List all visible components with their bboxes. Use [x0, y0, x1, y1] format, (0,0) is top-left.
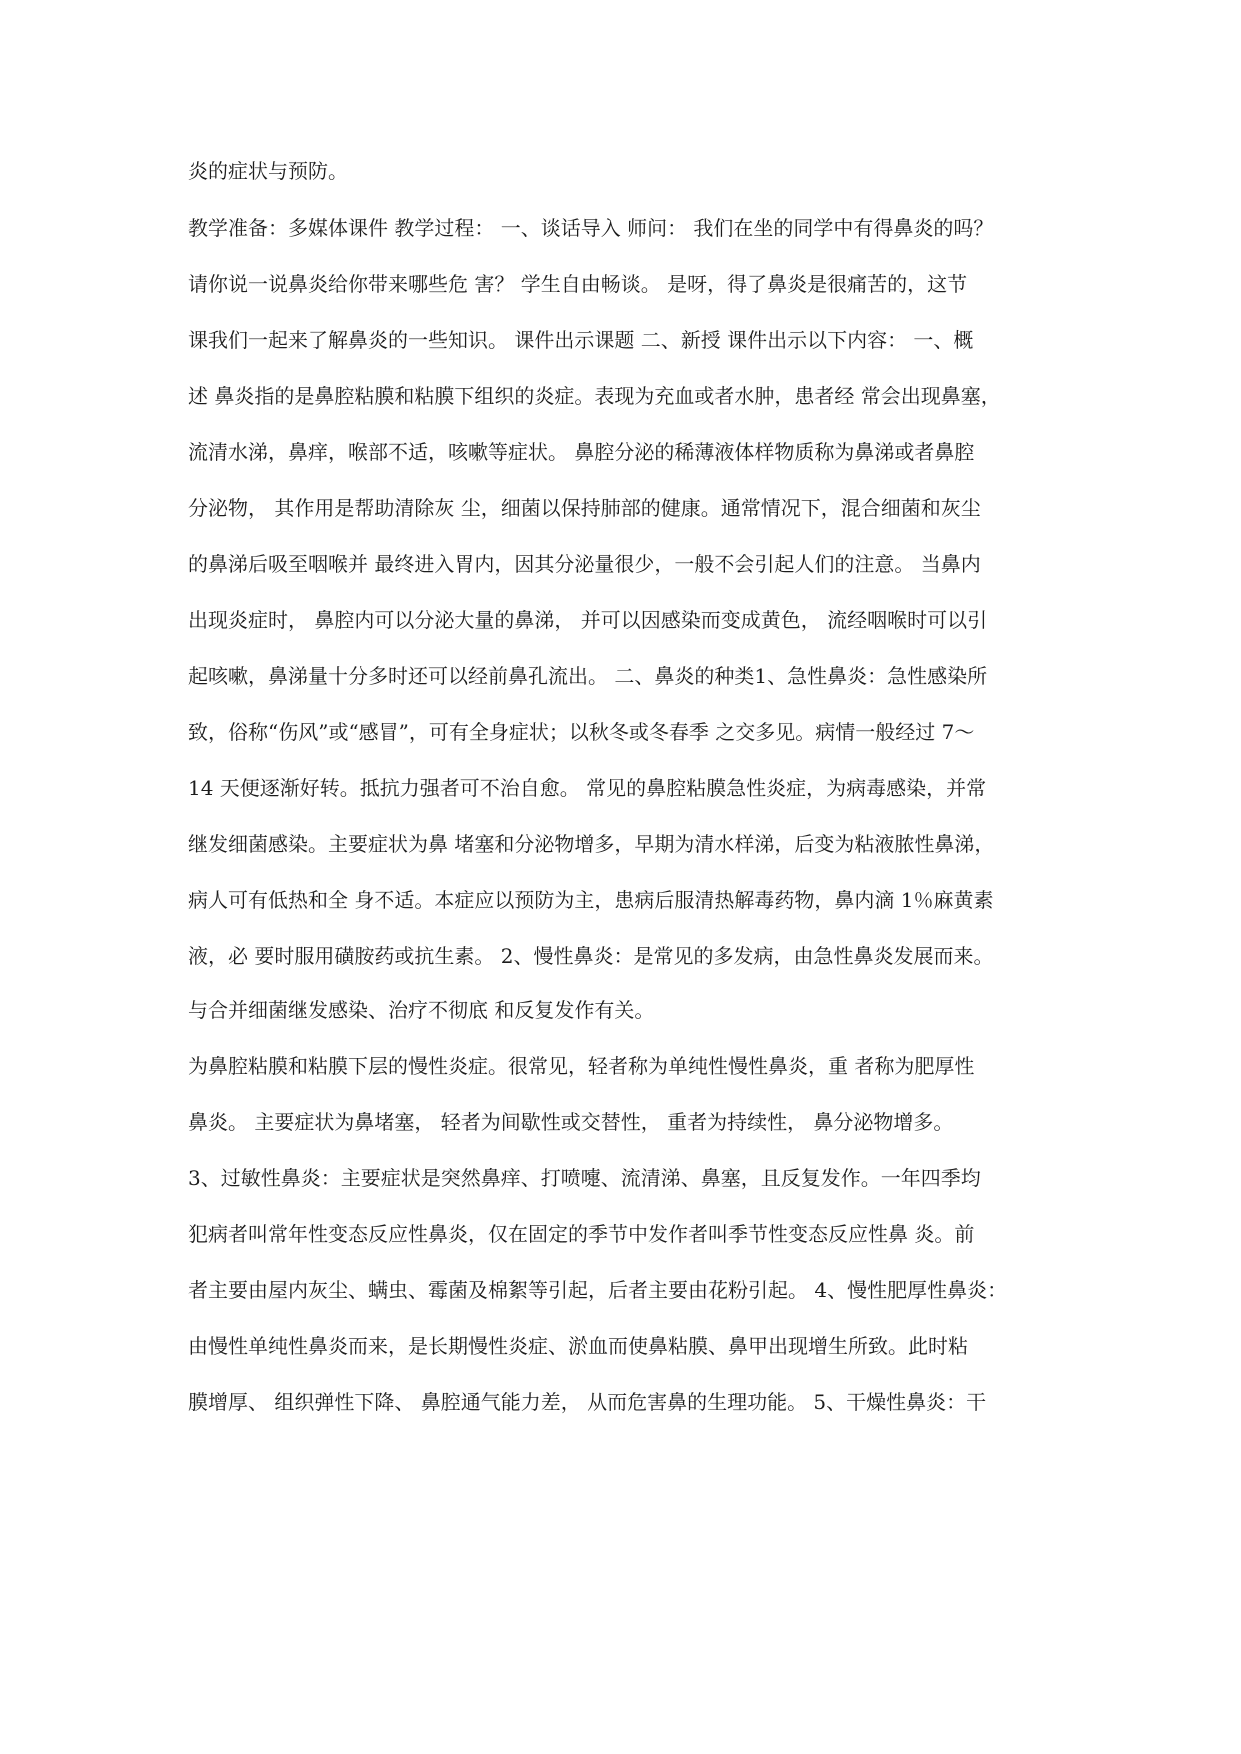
text-line: 病人可有低热和全 身不适。本症应以预防为主，患病后服清热解毒药物，鼻内滴 1％麻黄素: [188, 888, 994, 912]
text-line: 出现炎症时， 鼻腔内可以分泌大量的鼻涕， 并可以因感染而变成黄色， 流经咽喉时可以引: [188, 608, 988, 632]
text-line: 课我们一起来了解鼻炎的一些知识。 课件出示课题 二、新授 课件出示以下内容： 一、概: [188, 328, 974, 352]
text-line: 分泌物， 其作用是帮助清除灰 尘，细菌以保持肺部的健康。通常情况下，混合细菌和灰尘: [188, 496, 981, 520]
text-line: 者主要由屋内灰尘、螨虫、霉菌及棉絮等引起，后者主要由花粉引起。 4、慢性肥厚性鼻炎：: [188, 1278, 1008, 1302]
text-line: 炎的症状与预防。: [188, 159, 348, 183]
text-line: 3、过敏性鼻炎：主要症状是突然鼻痒、打喷嚏、流清涕、鼻塞，且反复发作。一年四季均: [188, 1166, 981, 1190]
text-line: 鼻炎。 主要症状为鼻堵塞， 轻者为间歇性或交替性， 重者为持续性， 鼻分泌物增多。: [188, 1110, 954, 1134]
text-line: 流清水涕，鼻痒，喉部不适，咳嗽等症状。 鼻腔分泌的稀薄液体样物质称为鼻涕或者鼻腔: [188, 440, 975, 464]
text-line: 犯病者叫常年性变态反应性鼻炎，仅在固定的季节中发作者叫季节性变态反应性鼻 炎。前: [188, 1222, 975, 1246]
text-line: 膜增厚、 组织弹性下降、 鼻腔通气能力差， 从而危害鼻的生理功能。 5、干燥性鼻炎：干: [188, 1390, 987, 1414]
text-line: 教学准备：多媒体课件 教学过程： 一、谈话导入 师问： 我们在坐的同学中有得鼻炎的吗？: [188, 216, 994, 240]
text-line: 致，俗称“伤风”或“感冒”，可有全身症状；以秋冬或冬春季 之交多见。病情一般经过 7～: [188, 720, 975, 744]
text-line: 的鼻涕后吸至咽喉并 最终进入胃内，因其分泌量很少，一般不会引起人们的注意。 当鼻内: [188, 552, 981, 576]
text-line: 述 鼻炎指的是鼻腔粘膜和粘膜下组织的炎症。表现为充血或者水肿，患者经 常会出现鼻塞，: [188, 384, 1001, 408]
text-line: 为鼻腔粘膜和粘膜下层的慢性炎症。很常见，轻者称为单纯性慢性鼻炎，重 者称为肥厚性: [188, 1054, 975, 1078]
text-line: 由慢性单纯性鼻炎而来，是长期慢性炎症、淤血而使鼻粘膜、鼻甲出现增生所致。此时粘: [188, 1334, 968, 1358]
text-line: 14 天便逐渐好转。抵抗力强者可不治自愈。 常见的鼻腔粘膜急性炎症，为病毒感染，并常: [188, 776, 987, 800]
text-line: 起咳嗽，鼻涕量十分多时还可以经前鼻孔流出。 二、鼻炎的种类1、急性鼻炎：急性感染所: [188, 664, 988, 688]
text-line: 液，必 要时服用磺胺药或抗生素。 2、慢性鼻炎：是常见的多发病，由急性鼻炎发展而来。: [188, 944, 994, 968]
text-line: 请你说一说鼻炎给你带来哪些危 害？ 学生自由畅谈。 是呀，得了鼻炎是很痛苦的，这节: [188, 272, 968, 296]
text-line: 继发细菌感染。主要症状为鼻 堵塞和分泌物增多，早期为清水样涕，后变为粘液脓性鼻涕，: [188, 832, 995, 856]
text-line: 与合并细菌继发感染、治疗不彻底 和反复发作有关。: [188, 998, 655, 1022]
